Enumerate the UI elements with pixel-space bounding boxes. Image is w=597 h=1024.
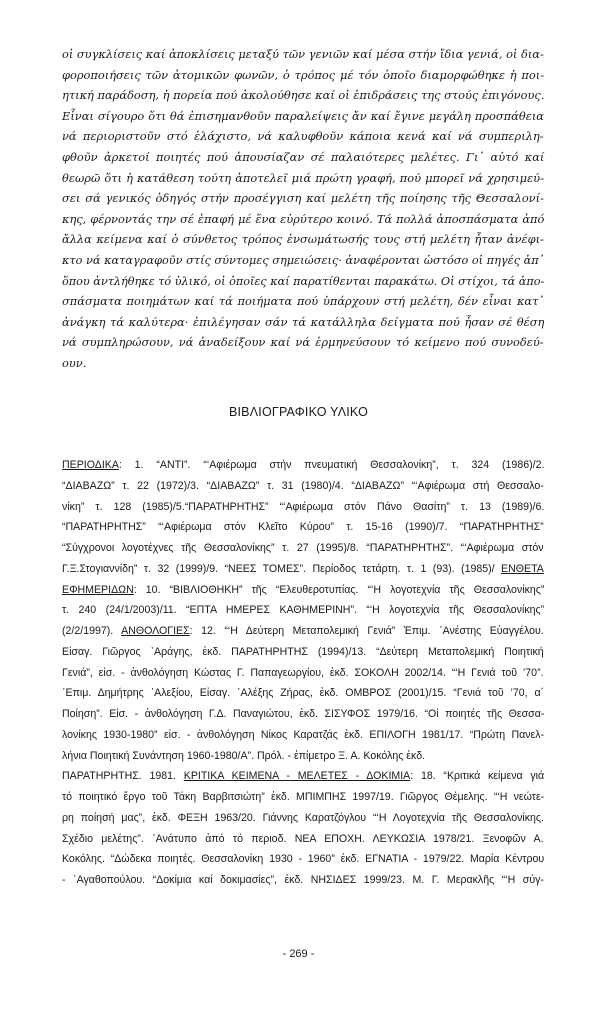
bibliography-line xyxy=(62,580,544,601)
bibliography-line xyxy=(62,517,544,538)
bibliography-text: - ᾽Αγαθοπούλου. “Δοκίμια καί δοκιμασίες”, ἐκδ. ΝΗΣΙΔΕΣ 1999/23. Μ. Γ. Μερακλῆς “‘Η σύγ- xyxy=(62,874,544,886)
bibliography-text: Σχέδιο μελέτης”. ᾽Ανάτυπο ἀπό τό περιοδ. ΝΕΑ ΕΠΟΧΗ. ΛΕΥΚΩΣΙΑ 1978/21. Ξενοφῶν Α. xyxy=(62,832,544,845)
bibliography-line xyxy=(62,455,544,476)
bibliography-line xyxy=(62,849,544,870)
bibliography-line xyxy=(62,600,544,621)
bibliography-text: : 1. “ΑΝΤΙ”. “‘Αφιέρωμα στήν πνευματική Θεσσαλονίκη”, τ. 324 (1986)/2. xyxy=(118,459,545,471)
section-title: ΒΙΒΛΙΟΓΡΑΦΙΚΟ ΥΛΙΚΟ xyxy=(228,405,369,419)
bibliography-text: Κοκόλης. “Δώδεκα ποιητές. Θεσσαλονίκη 1930 - 1960” ἐκδ. ΕΓΝΑΤΙΑ - 1979/22. Μαρία Κέντρου xyxy=(62,853,545,866)
category-heading: ΕΝΘΕΤΑ xyxy=(501,562,544,575)
bibliography-text: ᾽Επιμ. Δημήτρης ᾽Αλεξίου, Εἰσαγ. ᾽Αλέξης Ζήρας, ἐκδ. ΟΜΒΡΟΣ (2001)/15. “Γενιά τοῦ ’70, α´ xyxy=(62,687,545,700)
page-number: - 269 - xyxy=(282,948,315,960)
paragraph-line: κης, φέρνοντάς την σέ ἐπαφή μέ ἕνα εὐρύτερο κοινό. Τά πολλά ἀποσπάσματα ἀπό xyxy=(62,211,545,226)
paragraph-line: νά συμπληρώσουν, νά ἀναδείξουν καί νά ἑρμηνεύσουν τό κείμενο πού συνοδεύ- xyxy=(62,335,544,350)
bibliography-line xyxy=(62,642,544,663)
paragraph-line: ἄλλα κείμενα καί ὁ σύνθετος τρόπος ἐνσωμάτωσής τους στή μελέτη ἦταν ἀνέφι- xyxy=(62,232,544,247)
paragraph-line: νά περιοριστοῦν στό ἐλάχιστο, νά καλυφθοῦν κάποια κενά καί νά συμπεριλη- xyxy=(62,129,544,144)
bibliography-text: “ΔΙΑΒΑΖΩ” τ. 22 (1972)/3. “ΔΙΑΒΑΖΩ” τ. 31 (1980)/4. “ΔΙΑΒΑΖΩ” “‘Αφιέρωμα στή Θεσσαλο- xyxy=(62,479,544,492)
bibliography-text: νίκη” τ. 128 (1985)/5.“ΠΑΡΑΤΗΡΗΤΗΣ” “‘Αφιέρωμα στόν Πάνο Θασίτη” τ. 13 (1989)/6. xyxy=(62,500,545,513)
paragraph-line: ἀνάγκη τά καλύτερα· ἐπιλέγησαν σάν τά κατάλληλα δείγματα πού ἦσαν σέ θέση xyxy=(62,314,545,329)
bibliography-text: λήνια Ποιητική Συνάντηση 1960-1980/Α”. Πρόλ. - ἐπίμετρο Ξ. Α. Κοκόλης ἐκδ. xyxy=(62,749,426,762)
bibliography-line xyxy=(62,870,544,891)
paragraph-line: φθοῦν ἀρκετοί ποιητές πού ἀπουσίαζαν σέ παλαιότερες μελέτες. Γι᾽ αὐτό καί xyxy=(62,149,545,164)
paragraph-line: θεωρῶ ὅτι ἡ κατάθεση τούτη ἀποτελεῖ μιά πρώτη γραφή, πού μπορεῖ νά χρησιμεύ- xyxy=(62,170,544,185)
bibliography-text: Ποίηση”. Εἰσ. - ἀνθολόγηση Γ.Δ. Παναγιώτου, ἐκδ. ΣΙΣΥΦΟΣ 1979/16. “Οἱ ποιητές τῆς Θεσσα- xyxy=(62,708,545,720)
bibliography-text: Γ.Ξ.Στογιαννίδη” τ. 32 (1999)/9. “ΝΕΕΣ ΤΟΜΕΣ”. Περίοδος τετάρτη. τ. 1 (93). (1985)/ xyxy=(62,562,502,575)
bibliography-text: : 10. “ΒΙΒΛΙΟΘΗΚΗ” τῆς “Ελευθεροτυπίας. “‘Η λογοτεχνία τῆς Θεσσαλονίκης” xyxy=(133,583,545,596)
category-heading: ΚΡΙΤΙΚΑ ΚΕΙΜΕΝΑ - ΜΕΛΕΤΕΣ - ΔΟΚΙΜΙΑ xyxy=(183,770,411,783)
bibliography-line xyxy=(62,663,544,684)
paragraph-line: κτο νά καταγραφοῦν στίς σύντομες σημειώσεις· ἀναφέρονται ὡστόσο οἱ πηγές ἀπ᾽ xyxy=(62,252,545,267)
paragraph-line: ουν. xyxy=(62,355,87,370)
bibliography-text: “ΠΑΡΑΤΗΡΗΤΗΣ” “‘Αφιέρωμα στόν Κλεῖτο Κύρου” τ. 15-16 (1990)/7. “ΠΑΡΑΤΗΡΗΤΗΣ” xyxy=(62,521,544,534)
bibliography-line xyxy=(62,497,544,518)
bibliography-text: ρη ποίησή μας”, ἐκδ. ΦΕΞΗ 1963/20. Γιάννης Καρατζόγλου “‘Η Λογοτεχνία τῆς Θεσσαλονίκης. xyxy=(62,811,544,824)
bibliography-list xyxy=(62,455,544,891)
bibliography-line xyxy=(62,725,544,746)
bibliography-line xyxy=(62,829,544,850)
category-heading: ΠΕΡΙΟΔΙΚΑ xyxy=(62,459,119,471)
category-heading: ΕΦΗΜΕΡΙΔΩΝ xyxy=(62,583,134,596)
bibliography-line xyxy=(62,476,544,497)
bibliography-text: “Σύγχρονοι λογοτέχνες τῆς Θεσσαλονίκης” τ. 27 (1995)/8. “ΠΑΡΑΤΗΡΗΤΗΣ”. “‘Αφιέρωμα στόν xyxy=(62,542,544,554)
bibliography-line xyxy=(62,766,544,787)
bibliography-line xyxy=(62,808,544,829)
bibliography-text: : 12. “‘Η Δεύτερη Μεταπολεμική Γενιά” Ἐπιμ. ᾽Ανέστης Εὐαγγέλου. xyxy=(189,625,544,637)
bibliography-text: ΠΑΡΑΤΗΡΗΤΗΣ. 1981. xyxy=(62,770,184,783)
paragraph-line: ὅπου ἀντλήθηκε τό ὑλικό, οἱ ὁποῖες καί παρατίθενται παρακάτω. Οἱ στίχοι, τά ἀπο- xyxy=(62,273,545,288)
bibliography-line xyxy=(62,621,544,642)
bibliography-text: Εἰσαγ. Γιῶργος ᾽Αράγης, ἐκδ. ΠΑΡΑΤΗΡΗΤΗΣ (1994)/13. “Δεύτερη Μεταπολεμική Ποιητική xyxy=(62,645,544,658)
paragraph-line: ητική παράδοση, ἡ πορεία πού ἀκολούθησε καί οἱ ἐπιδράσεις της στούς ἐπιγόνους. xyxy=(62,88,545,103)
bibliography-text: : 18. “Κριτικά κείμενα γιά xyxy=(410,770,545,783)
bibliography-line xyxy=(62,746,544,767)
paragraph-line: σπάσματα ποιημάτων καί τά ποιήματα πού ὑπάρχουν στή μελέτη, δέν εἶναι κατ᾽ xyxy=(62,294,545,309)
bibliography-line xyxy=(62,538,544,559)
bibliography-text: Γενιά”, εἰσ. - ἀνθολόγηση Κώστας Γ. Παπαγεωργίου, ἐκδ. ΣΟΚΟΛΗ 2002/14. “‘Η Γενιά τοῦ ’70”. xyxy=(62,666,544,679)
bibliography-line xyxy=(62,559,544,580)
paragraph-line: οἱ συγκλίσεις καί ἀποκλίσεις μεταξύ τῶν γενιῶν καί μέσα στήν ἴδια γενιά, οἱ δια- xyxy=(62,47,544,61)
bibliography-text: (2/2/1997). xyxy=(62,625,122,637)
paragraph-line: φοροποιήσεις τῶν ἀτομικῶν φωνῶν, ὁ τρόπος μέ τόν ὁποῖο διαμορφώθηκε ἡ ποι- xyxy=(62,67,545,82)
bibliography-line xyxy=(62,683,544,704)
paragraph-line: σει σά γενικός ὁδηγός στήν προσέγγιση καί μελέτη τῆς ποίησης τῆς Θεσσαλονί- xyxy=(62,191,544,206)
bibliography-line xyxy=(62,704,544,725)
category-heading: ΑΝΘΟΛΟΓΙΕΣ xyxy=(121,625,190,637)
paragraph-line: Εἶναι σίγουρο ὅτι θά ἐπισημανθοῦν παραλείψεις ἄν καί ἔγινε μεγάλη προσπάθεια xyxy=(62,108,544,123)
bibliography-text: λονίκης 1930-1980” εἰσ. - ἀνθολόγηση Νίκος Καρατζάς ἐκδ. ΕΠΙΛΟΓΗ 1981/17. “Πρώτη Πανελ- xyxy=(62,728,545,741)
body-paragraph xyxy=(62,44,544,374)
bibliography-text: τό ποιητικό ἔργο τοῦ Τάκη Βαρβιτσιώτη” ἐκδ. ΜΠΙΜΠΗΣ 1997/19. Γιῶργος Θέμελης. “‘Η νεώτε- xyxy=(62,791,545,803)
bibliography-text: τ. 240 (24/1/2003)/11. “ΕΠΤΑ ΗΜΕΡΕΣ ΚΑΘΗΜΕΡΙΝΗ”. “‘Η λογοτεχνία τῆς Θεσσαλονίκης” xyxy=(62,604,545,617)
bibliography-line xyxy=(62,787,544,808)
